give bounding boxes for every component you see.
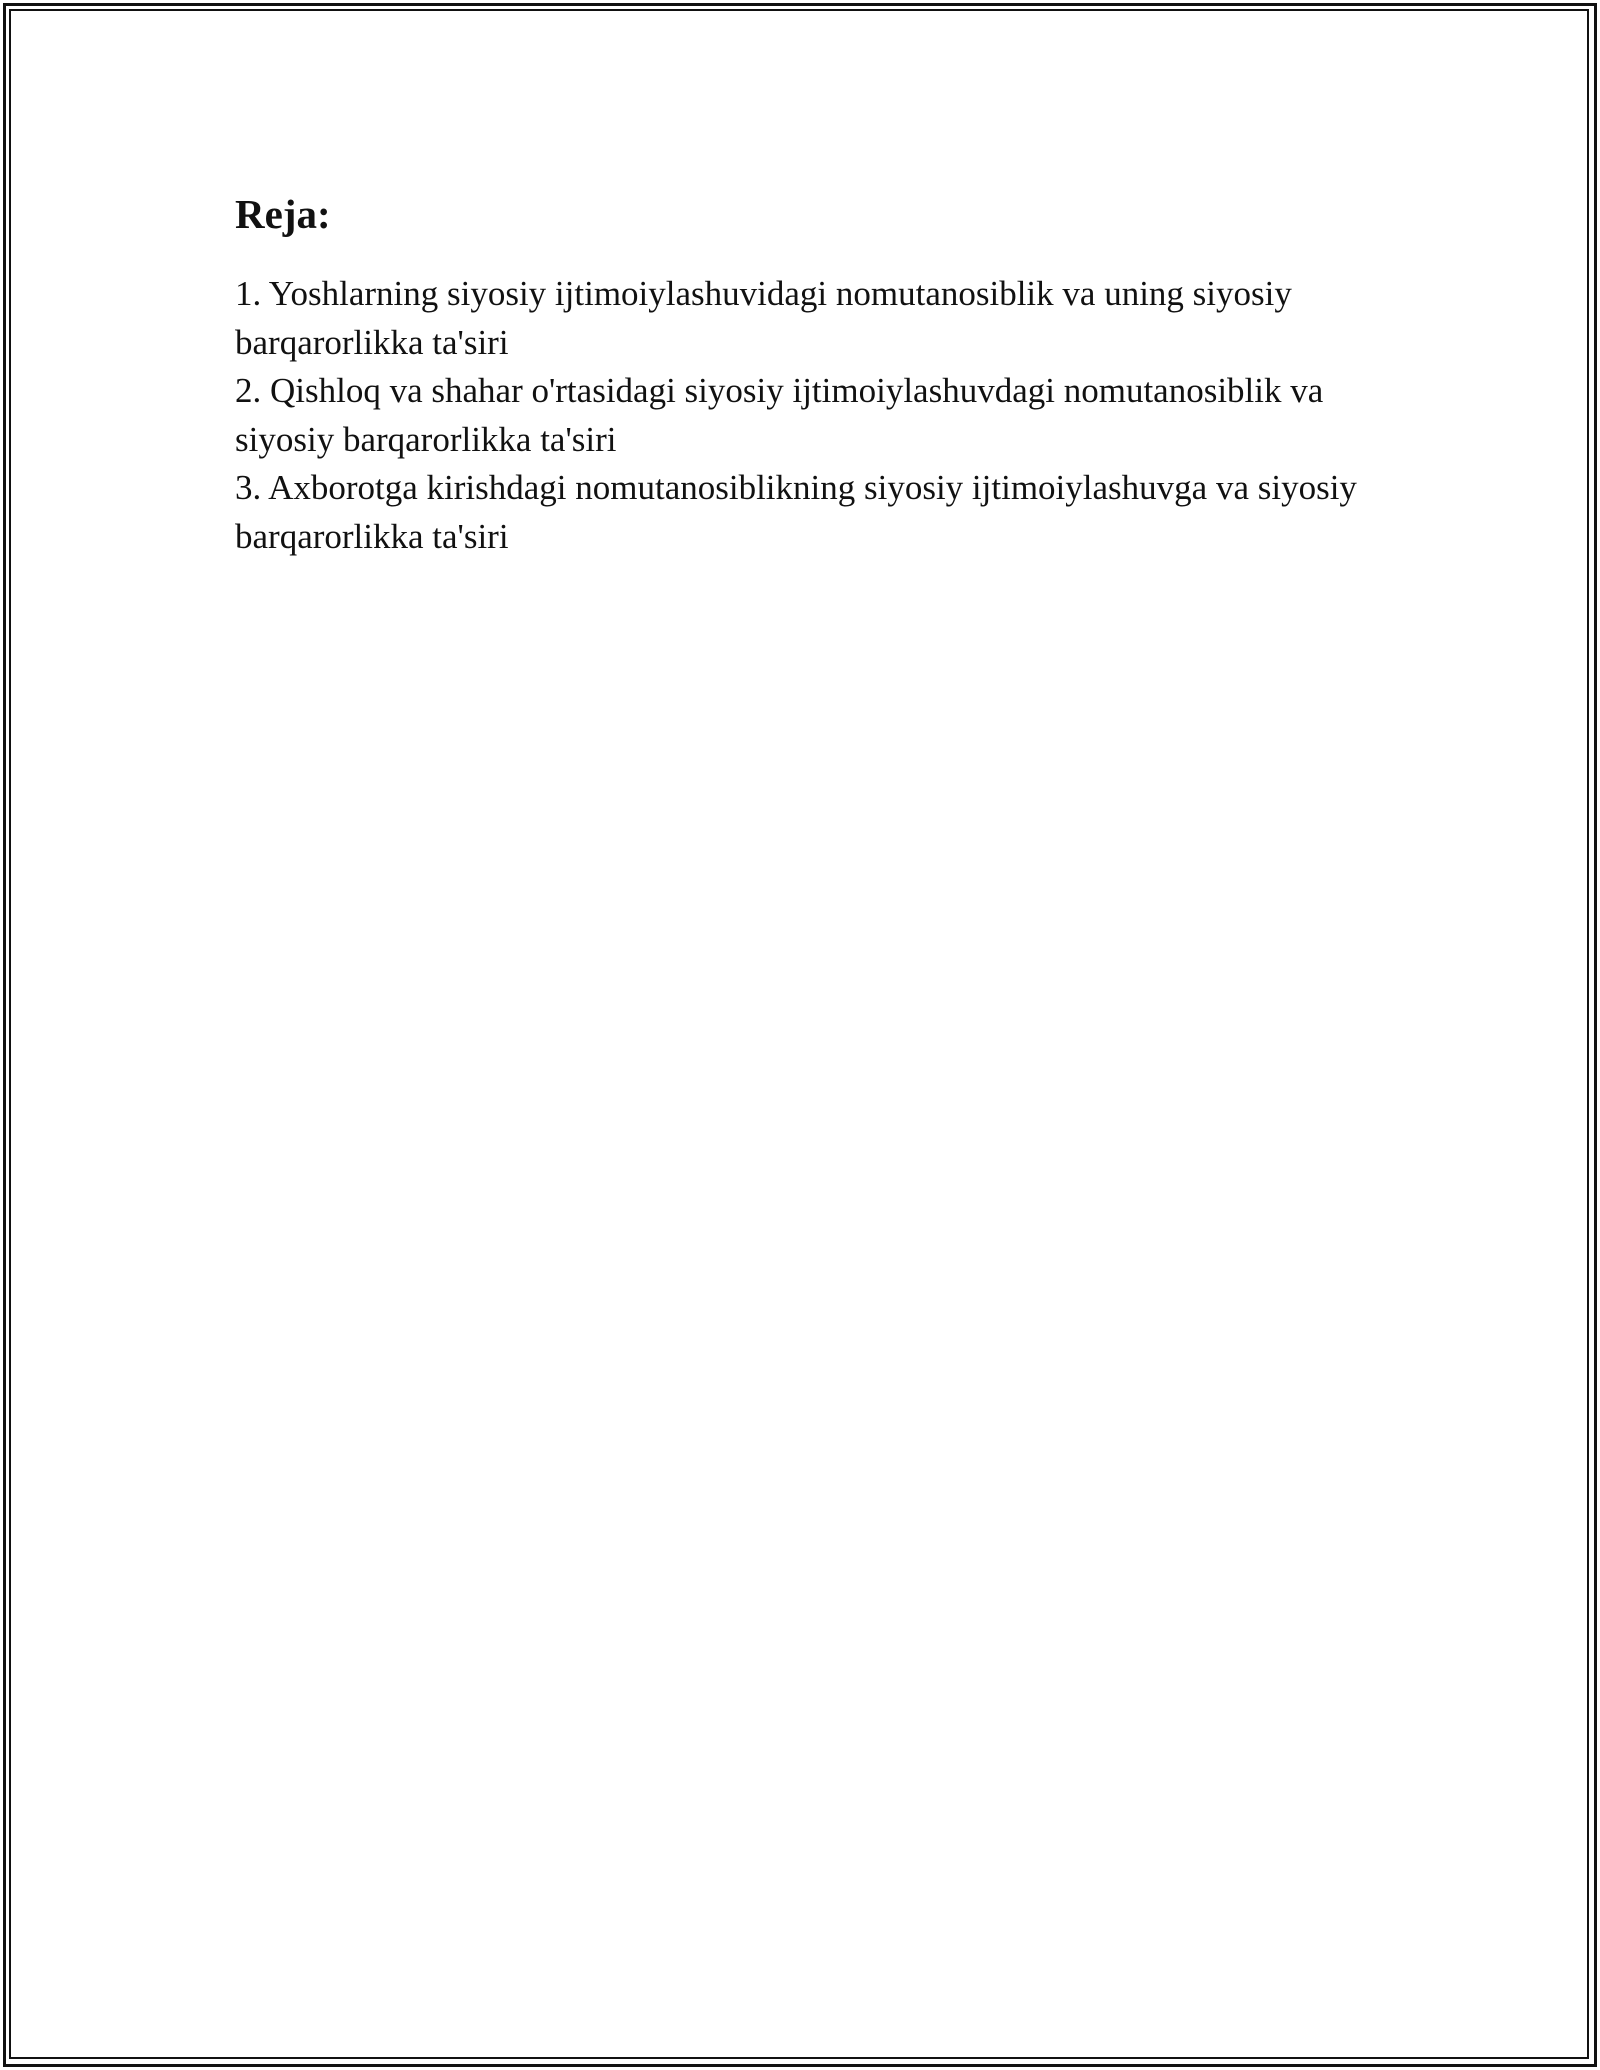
plan-item-2: 2. Qishloq va shahar o'rtasidagi siyosiy ijtimoiylashuvdagi nomutanosiblik va siyosiy barqarorlikka ta'siri bbox=[235, 371, 1324, 459]
plan-heading: Reja: bbox=[235, 191, 331, 237]
page-content bbox=[235, 188, 1365, 561]
plan-list bbox=[235, 270, 1365, 561]
plan-item-1: 1. Yoshlarning siyosiy ijtimoiylashuvidagi nomutanosiblik va uning siyosiy barqarorlikka ta'siri bbox=[235, 274, 1292, 362]
plan-item-3: 3. Axborotga kirishdagi nomutanosiblikning siyosiy ijtimoiylashuvga va siyosiy barqarorlikka ta'siri bbox=[235, 468, 1357, 556]
